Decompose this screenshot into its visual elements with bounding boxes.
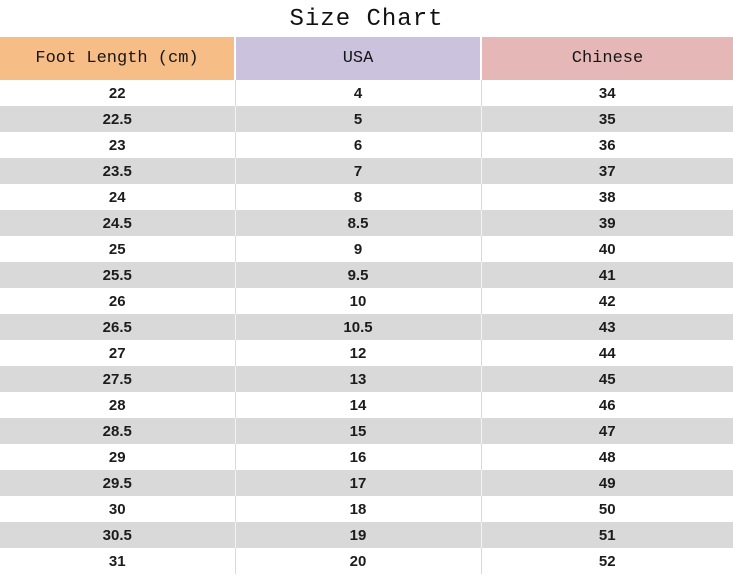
cell: 23.5: [0, 158, 235, 184]
cell: 26.5: [0, 314, 235, 340]
cell: 30.5: [0, 522, 235, 548]
cell: 28: [0, 392, 235, 418]
cell: 8.5: [235, 210, 481, 236]
cell: 14: [235, 392, 481, 418]
cell: 43: [481, 314, 733, 340]
table-row: [0, 470, 733, 496]
cell: 27: [0, 340, 235, 366]
cell: 38: [481, 184, 733, 210]
table-row: [0, 340, 733, 366]
column-header-foot-length-cm: Foot Length (cm): [0, 37, 235, 80]
cell: 34: [481, 80, 733, 106]
cell: 15: [235, 418, 481, 444]
size-chart-table: [0, 37, 733, 574]
table-row: [0, 236, 733, 262]
cell: 47: [481, 418, 733, 444]
table-row: [0, 496, 733, 522]
cell: 5: [235, 106, 481, 132]
table-row: [0, 158, 733, 184]
cell: 10.5: [235, 314, 481, 340]
cell: 40: [481, 236, 733, 262]
cell: 17: [235, 470, 481, 496]
cell: 35: [481, 106, 733, 132]
cell: 24: [0, 184, 235, 210]
cell: 6: [235, 132, 481, 158]
table-body: [0, 80, 733, 574]
table-row: [0, 106, 733, 132]
cell: 50: [481, 496, 733, 522]
cell: 49: [481, 470, 733, 496]
table-row: [0, 184, 733, 210]
cell: 52: [481, 548, 733, 574]
column-header-chinese: Chinese: [481, 37, 733, 80]
cell: 9.5: [235, 262, 481, 288]
cell: 24.5: [0, 210, 235, 236]
cell: 8: [235, 184, 481, 210]
cell: 39: [481, 210, 733, 236]
cell: 48: [481, 444, 733, 470]
table-row: [0, 366, 733, 392]
table-row: [0, 210, 733, 236]
cell: 12: [235, 340, 481, 366]
cell: 42: [481, 288, 733, 314]
cell: 9: [235, 236, 481, 262]
cell: 7: [235, 158, 481, 184]
cell: 25: [0, 236, 235, 262]
cell: 22.5: [0, 106, 235, 132]
cell: 30: [0, 496, 235, 522]
table-row: [0, 288, 733, 314]
table-row: [0, 132, 733, 158]
table-row: [0, 392, 733, 418]
page-title: Size Chart: [289, 6, 444, 33]
cell: 29: [0, 444, 235, 470]
cell: 19: [235, 522, 481, 548]
table-header: [0, 37, 733, 80]
cell: 20: [235, 548, 481, 574]
table-row: [0, 262, 733, 288]
cell: 27.5: [0, 366, 235, 392]
cell: 36: [481, 132, 733, 158]
cell: 51: [481, 522, 733, 548]
cell: 37: [481, 158, 733, 184]
cell: 46: [481, 392, 733, 418]
cell: 22: [0, 80, 235, 106]
header-row: [0, 37, 733, 80]
column-header-usa: USA: [235, 37, 481, 80]
table-row: [0, 548, 733, 574]
cell: 13: [235, 366, 481, 392]
table-row: [0, 444, 733, 470]
table-row: [0, 80, 733, 106]
cell: 23: [0, 132, 235, 158]
table-row: [0, 418, 733, 444]
cell: 31: [0, 548, 235, 574]
cell: 28.5: [0, 418, 235, 444]
cell: 25.5: [0, 262, 235, 288]
cell: 18: [235, 496, 481, 522]
cell: 29.5: [0, 470, 235, 496]
table-row: [0, 314, 733, 340]
cell: 10: [235, 288, 481, 314]
cell: 26: [0, 288, 235, 314]
cell: 16: [235, 444, 481, 470]
cell: 45: [481, 366, 733, 392]
cell: 4: [235, 80, 481, 106]
cell: 41: [481, 262, 733, 288]
table-row: [0, 522, 733, 548]
cell: 44: [481, 340, 733, 366]
